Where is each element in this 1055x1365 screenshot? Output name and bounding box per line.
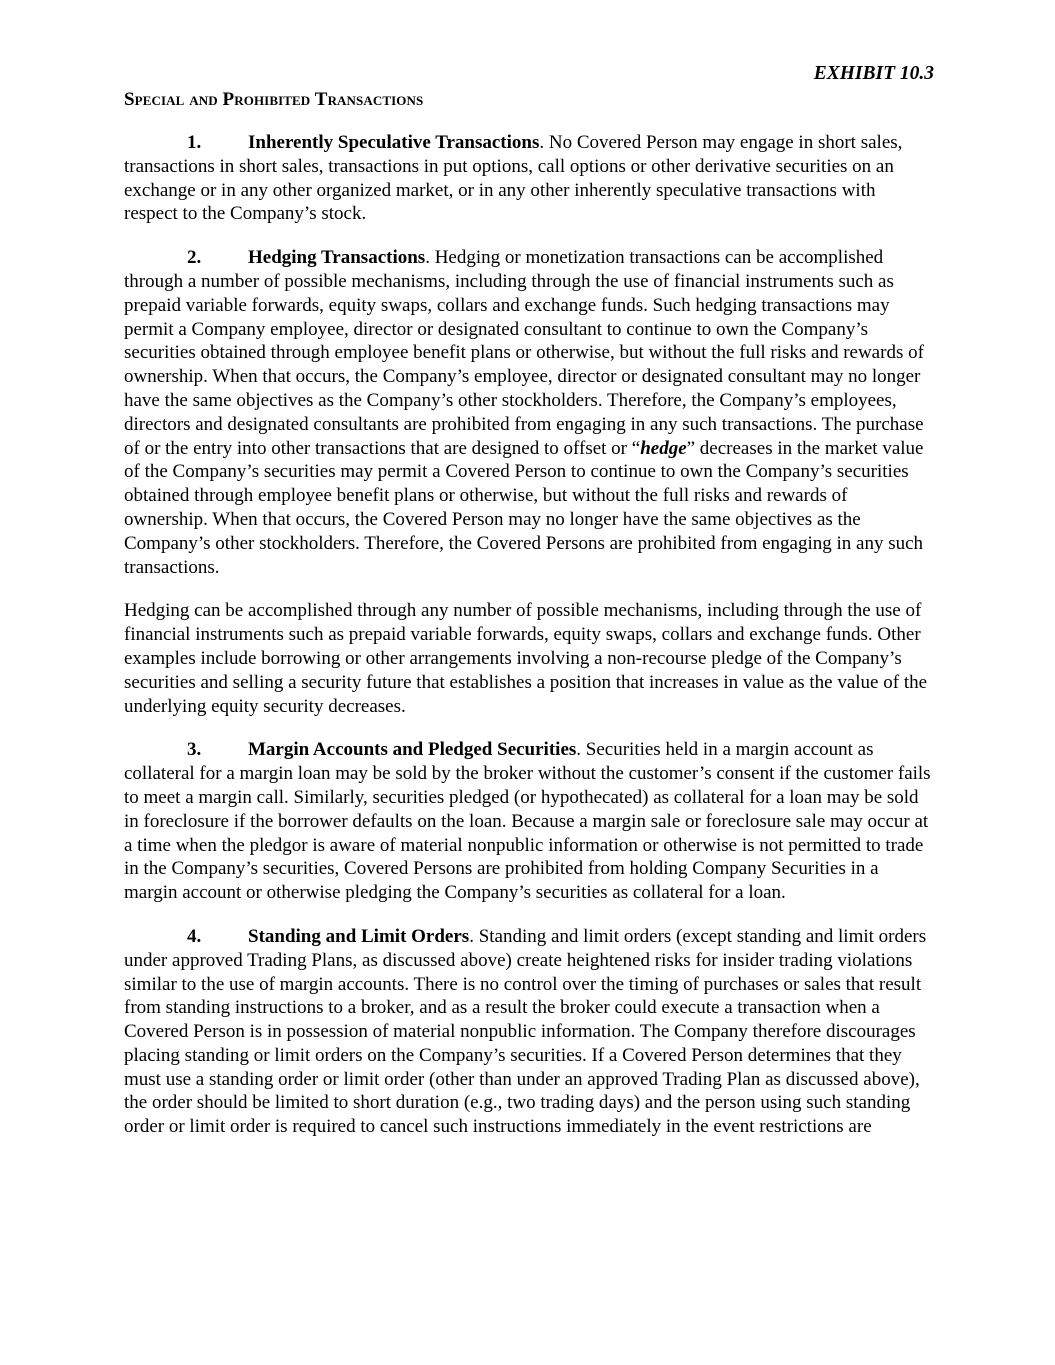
section-heading: Standing and Limit Orders	[248, 925, 470, 947]
section-heading: Hedging Transactions	[248, 247, 426, 269]
document-title: Special and Prohibited Transactions	[124, 89, 424, 110]
section-body-continued: ” decreases in the market value of the Company’s securities may permit a Covered Person to continue to own the Company’s securities obtained through employee benefit plans or otherwise, but without the full risks and rewards of ownership. When that occurs, the Covered Person may no longer have the same objectives as the Company’s other stockholders. Therefore, the Covered Persons are prohibited from engaging in any such transactions.	[124, 437, 924, 578]
section-1-paragraph	[124, 131, 934, 226]
exhibit-label: EXHIBIT 10.3	[813, 63, 934, 84]
section-number: 3.	[187, 739, 202, 761]
document-page	[124, 62, 934, 1139]
section-number: 4.	[187, 925, 202, 947]
section-number: 1.	[187, 132, 202, 153]
defined-term: hedge	[640, 437, 687, 459]
section-heading: Margin Accounts and Pledged Securities	[248, 739, 577, 761]
section-body: . Securities held in a margin account as collateral for a margin loan may be sold by the broker without the customer’s consent if the customer fails to meet a margin call. Similarly, securities pledged (or hypothecated) as collateral for a loan may be sold in foreclosure if the borrower defaults on the loan. Because a margin sale or foreclosure sale may occur at a time when the pledgor is aware of material nonpublic information or otherwise is not permitted to trade in the Company’s securities, Covered Persons are prohibited from holding Company Securities in a margin account or otherwise pledging the Company’s securities as collateral for a loan.	[124, 739, 931, 904]
section-2-paragraph	[124, 246, 934, 579]
section-4-paragraph	[124, 925, 934, 1139]
section-body: . No Covered Person may engage in short sales, transactions in short sales, transactions in put options, call options or other derivative securities on an exchange or in any other organized market, or in any other inherently speculative transactions with respect to the Company’s stock.	[124, 132, 903, 225]
section-body: . Hedging or monetization transactions can be accomplished through a number of possible mechanisms, including through the use of financial instruments such as prepaid variable forwards, equity swaps, collars and exchange funds. Such hedging transactions may permit a Company employee, director or designated consultant to continue to own the Company’s securities obtained through employee benefit plans or otherwise, but without the full risks and rewards of ownership. When that occurs, the Company’s employee, director or designated consultant may no longer have the same objectives as the Company’s other stockholders. Therefore, the Company’s employees, directors and designated consultants are prohibited from engaging in any such transactions. The purchase of or the entry into other transactions that are designed to offset or “	[124, 247, 924, 459]
section-number: 2.	[187, 247, 202, 269]
hedging-paragraph: Hedging can be accomplished through any number of possible mechanisms, including through the use of financial instruments such as prepaid variable forwards, equity swaps, collars and exchange funds. Other examples include borrowing or other arrangements involving a non-recourse pledge of the Company’s securities and selling a security future that establishes a position that increases in value as the value of the underlying equity security decreases.	[124, 600, 928, 717]
section-body: . Standing and limit orders (except standing and limit orders under approved Trading Plans, as discussed above) create heightened risks for insider trading violations similar to the use of margin accounts. There is no control over the timing of purchases or sales that result from standing instructions to a broker, and as a result the broker could execute a transaction when a Covered Person is in possession of material nonpublic information. The Company therefore discourages placing standing or limit orders on the Company’s securities. If a Covered Person determines that they must use a standing order or limit order (other than under an approved Trading Plan as discussed above), the order should be limited to short duration (e.g., two trading days) and the person using such standing order or limit order is required to cancel such instructions immediately in the event restrictions are	[124, 925, 927, 1138]
section-3-paragraph	[124, 738, 934, 905]
section-heading: Inherently Speculative Transactions	[248, 132, 540, 153]
